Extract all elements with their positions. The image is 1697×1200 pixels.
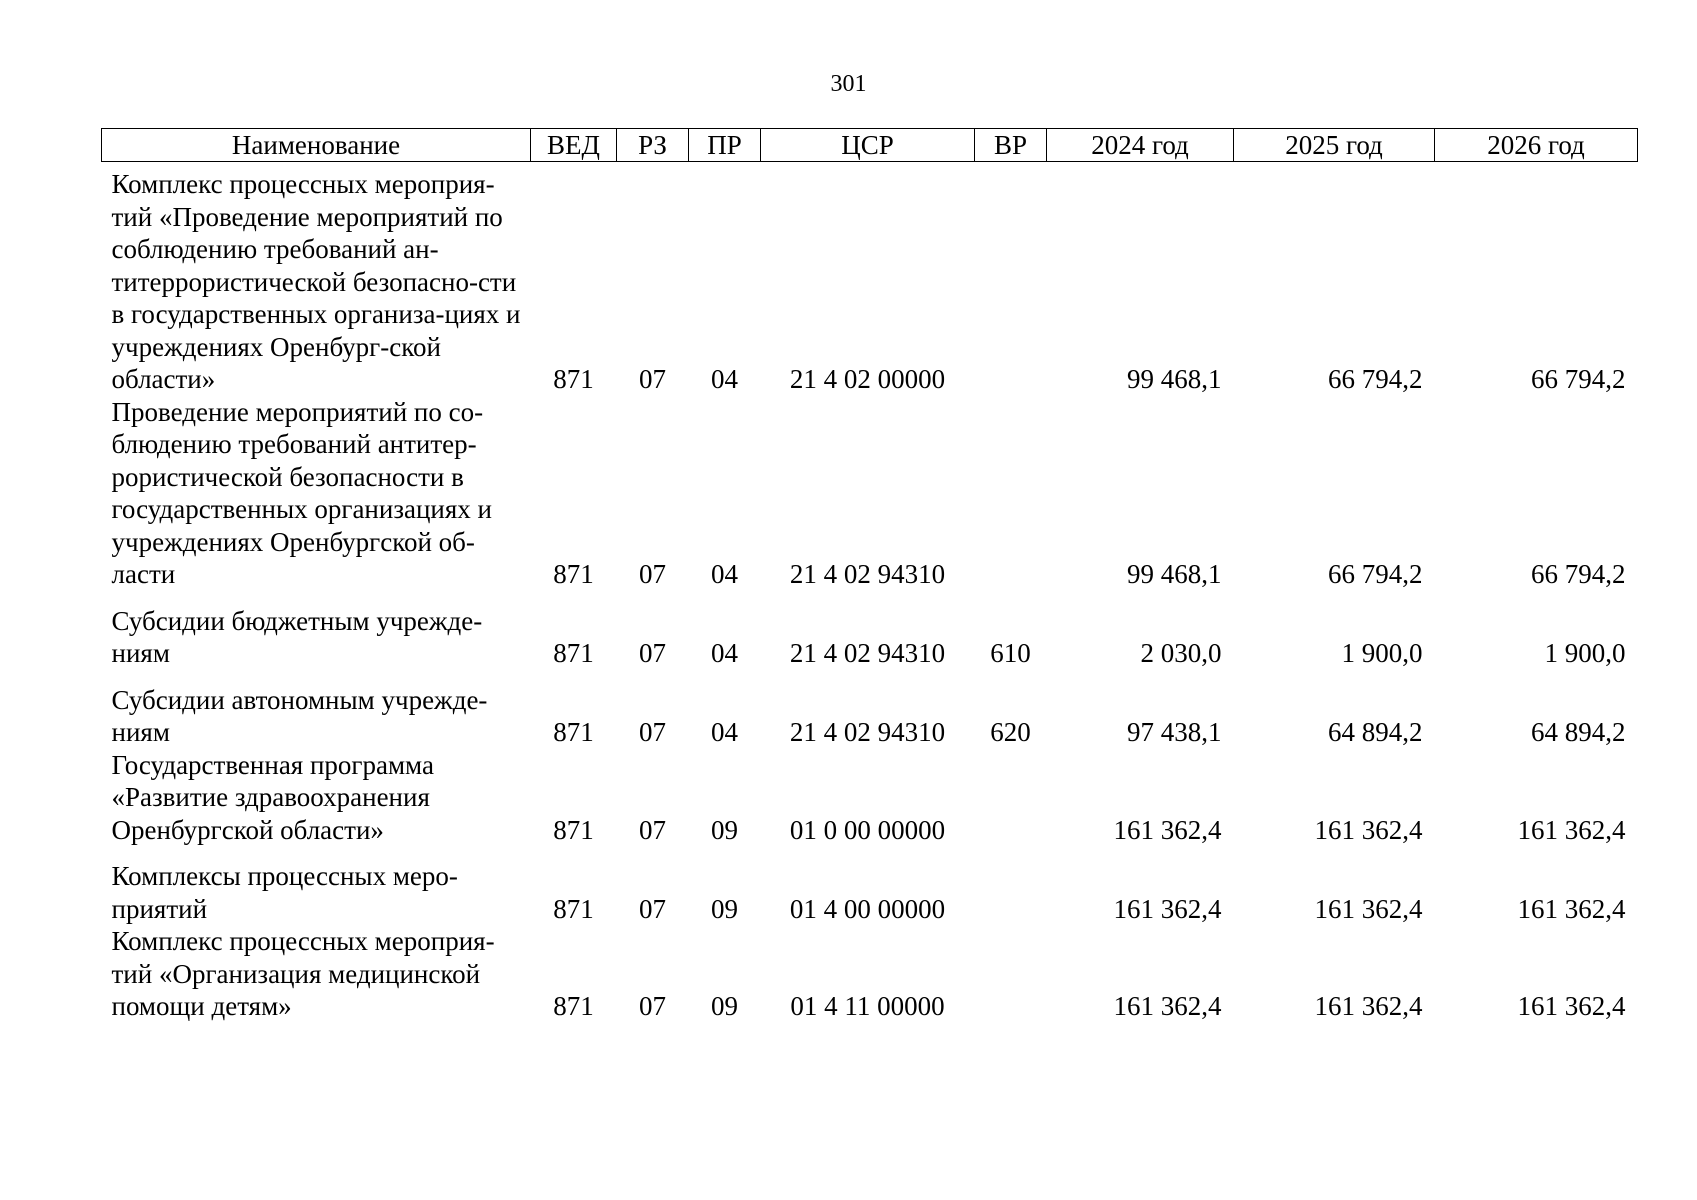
row-2024: 161 362,4	[1113, 893, 1222, 924]
row-name: Государственная программа «Развитие здравоохранения Оренбургской области»	[111, 749, 434, 845]
row-vr	[975, 846, 1047, 925]
row-csr: 01 4 00 00000	[789, 893, 946, 924]
page-number: 301	[830, 71, 867, 97]
row-rz: 07	[639, 638, 666, 668]
row-ved: 871	[553, 814, 594, 845]
row-2024: 99 468,1	[1127, 364, 1222, 394]
row-2025: 1 900,0	[1341, 638, 1423, 668]
row-2025: 66 794,2	[1328, 364, 1423, 394]
row-pr: 04	[711, 638, 738, 668]
row-rz: 07	[639, 717, 666, 747]
row-ved: 871	[553, 893, 594, 924]
row-rz: 07	[639, 814, 666, 845]
table-row	[102, 162, 1638, 396]
row-ved: 871	[553, 638, 594, 668]
row-2024: 161 362,4	[1113, 991, 1222, 1021]
header-rz: РЗ	[617, 129, 689, 162]
row-csr: 21 4 02 94310	[789, 638, 946, 668]
header-vr: ВР	[975, 129, 1047, 162]
row-2025: 161 362,4	[1314, 893, 1423, 924]
row-2025: 66 794,2	[1328, 559, 1423, 589]
row-2024: 97 438,1	[1127, 717, 1222, 747]
row-name: Комплексы процессных меро-приятий	[111, 861, 458, 924]
row-ved: 871	[553, 991, 594, 1021]
row-pr: 09	[711, 991, 738, 1021]
row-rz: 07	[639, 559, 666, 589]
row-ved: 871	[553, 364, 594, 394]
table-row	[102, 925, 1638, 1023]
row-2026: 1 900,0	[1544, 638, 1626, 668]
row-2025: 64 894,2	[1328, 717, 1423, 747]
row-vr	[975, 925, 1047, 1023]
row-2026: 64 894,2	[1531, 717, 1626, 747]
budget-table	[101, 128, 1638, 1023]
row-pr: 09	[711, 893, 738, 924]
row-rz: 07	[639, 364, 666, 394]
row-csr: 21 4 02 00000	[789, 364, 946, 394]
row-name: Комплекс процессных мероприя-тий «Проведение мероприятий по соблюдению требований ан-титеррористической безопасно-сти в государственных организа-циях и учреждениях Оренбург-ской области»	[111, 169, 521, 394]
row-2026: 66 794,2	[1531, 559, 1626, 589]
row-2024: 99 468,1	[1127, 559, 1222, 589]
row-name: Комплекс процессных мероприя-тий «Организация медицинской помощи детям»	[111, 926, 495, 1021]
row-2026: 66 794,2	[1531, 364, 1626, 394]
row-name: Субсидии автономным учрежде-ниям	[111, 684, 488, 747]
table-row	[102, 749, 1638, 847]
row-name: Проведение мероприятий по со-блюдению требований антитер-рористической безопасности в государственных организациях и учреждениях Оренбургской об-ласти	[111, 396, 492, 589]
row-2026: 161 362,4	[1517, 814, 1626, 845]
row-pr: 04	[711, 717, 738, 747]
row-rz: 07	[639, 893, 666, 924]
row-vr: 610	[990, 638, 1031, 668]
row-vr	[975, 396, 1047, 591]
row-2025: 161 362,4	[1314, 991, 1423, 1021]
row-2026: 161 362,4	[1517, 991, 1626, 1021]
header-2025: 2025 год	[1234, 129, 1435, 162]
row-pr: 04	[711, 364, 738, 394]
header-name: Наименование	[102, 129, 531, 162]
header-csr: ЦСР	[761, 129, 975, 162]
row-2026: 161 362,4	[1517, 893, 1626, 924]
row-ved: 871	[553, 717, 594, 747]
row-vr	[975, 749, 1047, 847]
table-row	[102, 846, 1638, 925]
header-2026: 2026 год	[1435, 129, 1638, 162]
table-header-row	[102, 129, 1638, 162]
row-name: Субсидии бюджетным учрежде-ниям	[111, 605, 483, 668]
row-2025: 161 362,4	[1314, 814, 1423, 845]
header-pr: ПР	[689, 129, 761, 162]
row-vr: 620	[990, 717, 1031, 747]
header-2024: 2024 год	[1047, 129, 1234, 162]
row-2024: 161 362,4	[1113, 814, 1222, 845]
row-ved: 871	[553, 559, 594, 589]
row-pr: 09	[711, 814, 738, 845]
row-csr: 01 0 00 00000	[789, 814, 946, 845]
row-pr: 04	[711, 559, 738, 589]
row-csr: 01 4 11 00000	[790, 991, 945, 1021]
table-row	[102, 396, 1638, 591]
header-ved: ВЕД	[531, 129, 617, 162]
row-csr: 21 4 02 94310	[789, 559, 946, 589]
table-row	[102, 591, 1638, 670]
row-2024: 2 030,0	[1140, 638, 1222, 668]
row-csr: 21 4 02 94310	[789, 717, 946, 747]
row-rz: 07	[639, 991, 666, 1021]
row-vr	[975, 162, 1047, 396]
table-row	[102, 670, 1638, 749]
